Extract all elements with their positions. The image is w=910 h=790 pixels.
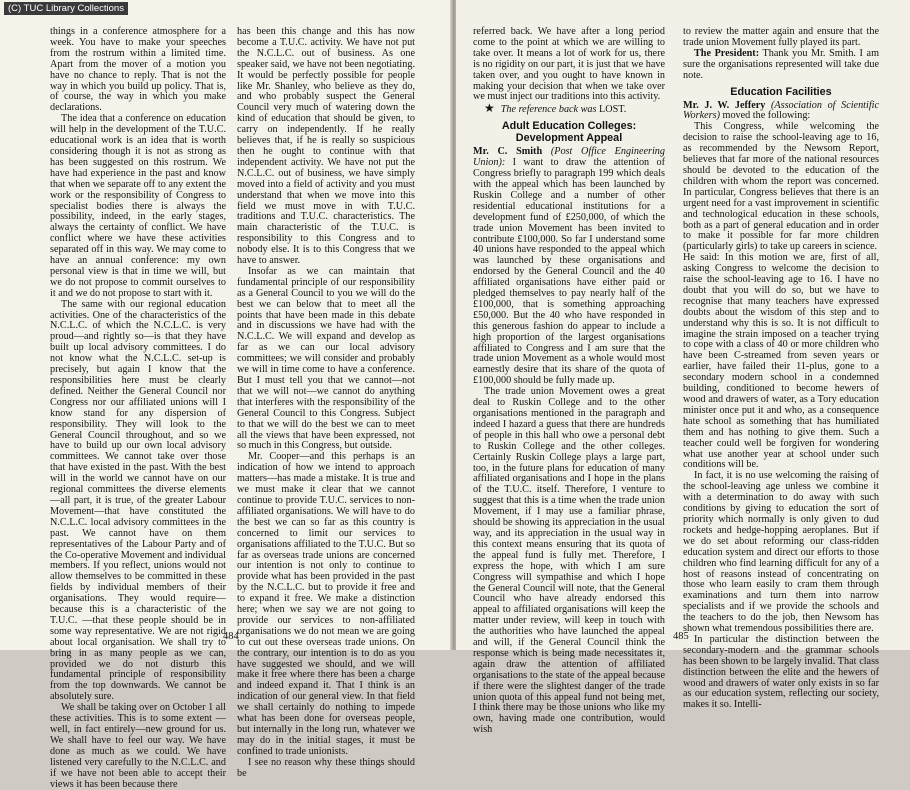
right-page xyxy=(456,0,910,736)
paragraph: The idea that a conference on education will help in the development of the T.U.C. educational work is an idea that is worth considering though it is not as strong as has been suggested on this rostrum. We have had experience in the past and know that when we separate off to any extent the work or the responsibility of Congress to specialist bodies there is always the possibility, indeed, in the early stages, always the certainty of conflict. We have conflict where we have these activities separated off in this way. We may come to have an annual conference: my own personal view is that in time we will, but we do not propose to commit ourselves to it and we do not propose to start with it. xyxy=(50,113,226,299)
paragraph: He said: In this motion we are, first of all, asking Congress to welcome the decision to raise the school-leaving age to 16. I have no doubt that you will do so, but we have to recognise that many teachers have expressed doubts about the wisdom of this step and to understand why this is so. It is not difficult to imagine the strain imposed on a teacher trying to cope with a class of 40 or more children who have been C-streamed from seven years or earlier, have failed their 11-plus, gone to a secondary modern school in a condemned building, conditioned to become hewers of wood and drawers of water, as a Tory education minister once put it and who, as a consequence hate school as something that has humiliated them and has nothing to give them. Such a teacher could well be forgiven for wondering what use another year at school under such conditions will be. xyxy=(683,252,879,471)
vote-label: The reference back was xyxy=(500,104,597,116)
right-column-1 xyxy=(473,26,665,736)
speech-text: I want to draw the attention of Congress briefly to paragraph 199 which deals with the appeal which has been launched by Ruskin College and a number of other residential educational institutions for a development fund of £250,000, of which the trade union Movement has been invited to contribute £100,000. So far I understand some 40 unions have responded to the appeal which was launched by these organisations and endorsed by the General Council and the 40 affiliated organisations have either paid or pledged themselves to pay nearly half of the £100,000, that is something approaching £50,000. But the 40 who have responded in this generous fashion do appear to include a high proportion of the largest organisations affiliated to Congress and I am sure that the trade union Movement as a whole would most earnestly desire that its share of the quota of £100,000 should be fully made up. xyxy=(473,157,665,387)
president-label: The President: xyxy=(694,47,760,59)
paragraph: We shall be taking over on October 1 all these activities. This is to some extent —well, in fact entirely—new ground for us. We shall have to feel our way. We have done as much as we could. We have listened very carefully to the N.C.L.C. and if we have not been able to accept their views it has been because there xyxy=(50,702,226,790)
paragraph: The same with our regional education activities. One of the characteristics of the N.C.L.C. of which the N.C.L.C. is very proud—and rightly so—is that they have built up local advisory committees. I do not know what the N.C.L.C. set-up is precisely, but again I know that the responsibilities here must be clearly defined. Neither the General Council nor Congress nor our affiliated unions will I know stand for any dispersion of responsibility. They will look to the General Council throughout, and so we have to build up our own local advisory committees. We cannot take over those that have existed in the past. With the best will in the world we cannot have on our regional committees the diverse elements—all part, it is true, of the greater Labour Movement—that have constituted the N.C.L.C. local advisory committees in the past. We cannot have on them representatives of the Labour Party and of the Co-operative Movement and individual members. If you reflect, unions would not allow themselves to be committed in these fields by individual members of their organisations. They would require—because this is a characteristic of the T.U.C. —that these people should be in some way representative. We are not rigid about local organisation. We shall try to bring in as many people as we can, provided we do not disturb this fundamental principle of responsibility from the top downwards. We cannot be absolutely sure. xyxy=(50,298,226,703)
vote-outcome: LOST. xyxy=(599,104,627,116)
speaker-name: Mr. J. W. Jeffery xyxy=(683,99,766,111)
left-column-1 xyxy=(50,26,226,790)
paragraph: Insofar as we can maintain that fundamental principle of our responsibility as a General Council to you we will do the best we can below that to meet all the points that have been made in this debate and in discussions we have had with the N.C.L.C. We will expand and develop as far as we can our local advisory committees; we will consider and probably we will in time come to have a conference. But I must tell you that we cannot—not that we will not—we cannot do anything that interferes with the responsibility of the General Council to this Congress. Subject to that we will do the best we can to meet all the views that have been expressed, not so much in this Congress, but outside. xyxy=(237,265,415,452)
page-number-left: 484 xyxy=(223,631,239,642)
paragraph: referred back. We have after a long period come to the point at which we are willing to take over. It means a lot of work for us, there is no rigidity on our part, it is just that we have taken over, and you ought to have known in making your decision that when we take over we must inject our traditions into this activity. xyxy=(473,26,665,103)
paragraph: has been this change and this has now become a T.U.C. activity. We have not put the N.C.L.C. out of business. As one speaker said, we have not been negotiating. It would be perfectly possible for people like Mr. Shanley, who believe as they do, and who probably suspect the General Council very much of watering down the kind of education that should be given, to carry on independently. If he really believes that, if he is really so suspicious then he ought to continue with that independent activity. We have not put the N.C.L.C. out of business, we have simply moved into a field of activity and you must understand that when we move into this field we must move in with T.U.C. traditions and T.U.C. characteristics. The main characteristic of the T.U.C. is responsibility to this Congress and to nobody else. It is to this Congress that we have to answer. xyxy=(237,26,415,267)
right-column-2 xyxy=(683,26,880,711)
paragraph: to review the matter again and ensure that the trade union Movement fully played its part. xyxy=(683,26,879,48)
left-page xyxy=(0,0,452,790)
library-watermark: (C) TUC Library Collections xyxy=(4,2,128,15)
paragraph xyxy=(683,101,879,123)
paragraph: In fact, it is no use welcoming the raising of the school-leaving age unless we combine it with a determination to do away with such conditions by giving to education the sort of priority which normally is only given to dud rockets and hedge-hopping aeroplanes. But if we do set about reforming our class-ridden education system and direct our efforts to those children who find learning difficult for any of a host of reasons instead of concentrating on those who learn easily to cram them through examinations and turn them into narrow specialists and if we provide the schools and the teachers to do the job, then Newsom has shown what tremendous possibilities there are. xyxy=(683,470,879,635)
resolution-text: This Congress, while welcoming the decision to raise the school-leaving age to 16, as recommended by the Newsom Report, believes that far more of the national resources should be devoted to the education of the children with whom the report was concerned. In particular, Congress believes that there is an urgent need for a vast improvement in scientific and technological education in these schools, both as a part of general education and in order to make it possible for far more children (particularly girls) to take up careers in science. xyxy=(683,121,879,253)
star-icon: ★ xyxy=(484,101,495,116)
section-heading: Adult Education Colleges: Development Appeal xyxy=(501,120,637,145)
page-number-right: 485 xyxy=(673,631,689,642)
section-heading: Education Facilities xyxy=(730,85,832,98)
paragraph: I see no reason why these things should be xyxy=(237,756,415,779)
president-text: Thank you Mr. Smith. I am sure the organisations represented will take due note. xyxy=(683,47,879,81)
speaker-tail: moved the following: xyxy=(722,110,811,122)
left-column-2 xyxy=(237,26,415,779)
paragraph xyxy=(683,49,879,82)
speaker-affiliation: (Post Office Engineering Union): xyxy=(473,146,665,169)
paragraph: Mr. Cooper—and this perhaps is an indication of how we intend to approach matters—has made a mistake. It is true and we must make it clear that we cannot continue to provide T.U.C. services to non-affiliated organisations. We will have to do the best we can so far as this country is concerned to limit our services to organisations affiliated to the T.U.C. But so far as overseas trade unions are concerned our intention is not only to continue to provide what has been provided in the past by the N.C.L.C. but to provide it free and to expand it free. We make a distinction here; when we say we are not going to provide our services to non-affiliated organisations we do not mean we are going to cut out these overseas trade unions. On the contrary, our intention is to do as you have suggested we should, and we will make it free where there has been a charge and indeed expand it. That I think is an indication of our general view. In that field we shall certainly do nothing to impede what has been done for overseas people, but internally in the long run, whatever we may do in the initial stages, it must be confined to trade unionists. xyxy=(237,451,415,757)
paragraph xyxy=(473,147,665,387)
paragraph: In particular the distinction between the secondary-modern and the grammar schools has been shown to be largely invalid. That class distinction between the elite and the hewers of wood and drawers of water only exists in so far as our education system, reflecting our society, makes it so. Intelli- xyxy=(683,633,879,711)
vote-result-line xyxy=(473,103,665,116)
speaker-name: Mr. C. Smith xyxy=(473,146,543,158)
paragraph: The trade union Movement owes a great deal to Ruskin College and to the other organisations mentioned in the paragraph and indeed I hazard a guess that there are hundreds of people in this hall who owe a personal debt to Ruskin College and the other colleges. Certainly Ruskin College plays a large part, too, in the future plans for education of many affiliated organisations and I hope in the plans of the T.U.C. itself. Therefore, I venture to suggest that this is a time when the trade union Movement, if I may use a familiar phrase, should be showing its appreciation in the usual way, and its appreciation in the usual way in this context means ensuring that its quota of the appeal fund is fully met. Therefore, I express the hope, with which I am sure Congress will sympathise and which I hope the General Council will note, that the General Council who have already endorsed this appeal to affiliated organisations will keep the matter under review, will keep in touch with the authorities who have launched the appeal and will, if the General Council think the response which is being made necessitates it, again draw the attention of affiliated organisations to the state of the appeal because if there were the slightest danger of the trade union quota of this appeal fund not being met, I think there may be those unions who like my own, having made one contribution, would wish xyxy=(473,386,665,736)
paragraph: things in a conference atmosphere for a week. You have to make your speeches from the rostrum within a limited time. Apart from the mover of a motion you have no chance to reply. That is not the way in which you build up policy. That is, of course, the way in which you make declarations. xyxy=(50,26,226,114)
speaker-affiliation: (Association of Scientific Workers) xyxy=(683,99,880,122)
